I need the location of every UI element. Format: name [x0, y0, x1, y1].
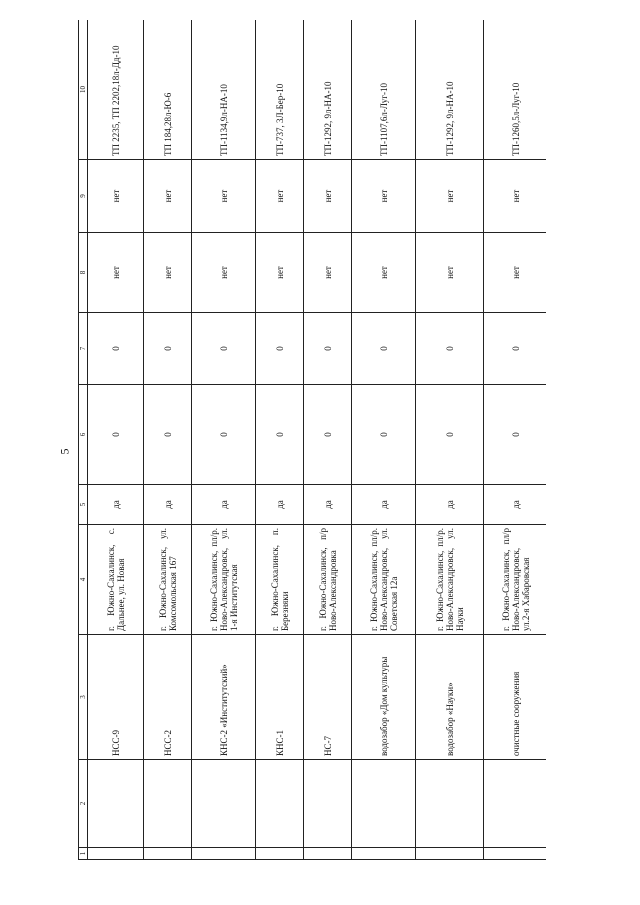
table-cell-c10: ТП-1134,9л-НА-10: [192, 20, 256, 160]
table-cell-c3: водозабор «Дом культуры: [352, 635, 416, 760]
header-cell: 3: [79, 635, 88, 760]
table-cell-c4: г. Южно-Сахалинск, ул. Комсомольская 167: [144, 525, 192, 635]
table-cell-c9: нет: [304, 160, 352, 233]
header-cell: 8: [79, 233, 88, 313]
table-cell-c3: КНС-2 «Институтский»: [192, 635, 256, 760]
table-cell-c6: 0: [352, 385, 416, 485]
table-cell-c6: 0: [416, 385, 484, 485]
table-cell-c1: [256, 848, 304, 860]
table-cell-c6: 0: [192, 385, 256, 485]
table-cell-c8: нет: [144, 233, 192, 313]
table-cell-c4: г. Южно-Сахалинск, с. Дальнее, ул. Новая: [88, 525, 144, 635]
table-cell-c10: ТП-1107,6л-Луг-10: [352, 20, 416, 160]
table-cell-c2: [88, 760, 144, 848]
table-cell-c1: [144, 848, 192, 860]
table-cell-c4: г. Южно-Сахалинск, пл/р. Ново-Александровск, ул. 1-я Институтская: [192, 525, 256, 635]
table-cell-c3: очистные сооружения: [484, 635, 547, 760]
table-cell-c7: 0: [416, 313, 484, 385]
facilities-table: [78, 20, 546, 860]
table-cell-c3: НСС-2: [144, 635, 192, 760]
table-row: [304, 20, 352, 860]
table-cell-c10: ТП-1292, 9л-НА-10: [304, 20, 352, 160]
header-cell: 2: [79, 760, 88, 848]
table-cell-c2: [192, 760, 256, 848]
table-cell-c8: нет: [256, 233, 304, 313]
table-cell-c3: НС-7: [304, 635, 352, 760]
table-cell-c6: 0: [144, 385, 192, 485]
table-cell-c9: нет: [88, 160, 144, 233]
header-row: [79, 20, 88, 860]
table-cell-c7: 0: [144, 313, 192, 385]
table-cell-c6: 0: [484, 385, 547, 485]
table-cell-c5: да: [304, 485, 352, 525]
table-cell-c2: [144, 760, 192, 848]
table-cell-c8: нет: [88, 233, 144, 313]
table-cell-c8: нет: [484, 233, 547, 313]
table-cell-c9: нет: [484, 160, 547, 233]
table-body: [79, 20, 547, 860]
table-cell-c5: да: [416, 485, 484, 525]
table-cell-c5: да: [484, 485, 547, 525]
table-cell-c5: да: [88, 485, 144, 525]
table-cell-c4: г. Южно-Сахалинск, п. Березняки: [256, 525, 304, 635]
table-cell-c1: [304, 848, 352, 860]
table-cell-c2: [416, 760, 484, 848]
table-cell-c9: нет: [416, 160, 484, 233]
table-cell-c9: нет: [352, 160, 416, 233]
table-cell-c7: 0: [192, 313, 256, 385]
table-cell-c4: г. Южно-Сахалинск, пл/р Ново-Александровск, ул.2-я Хабаровская: [484, 525, 547, 635]
table-cell-c3: КНС-1: [256, 635, 304, 760]
rotated-table-container: [78, 20, 546, 860]
header-cell: 4: [79, 525, 88, 635]
table-cell-c7: 0: [304, 313, 352, 385]
header-cell: 5: [79, 485, 88, 525]
table-cell-c4: г. Южно-Сахалинск, п/р Ново-Александровка: [304, 525, 352, 635]
table-cell-c5: да: [352, 485, 416, 525]
table-row: [352, 20, 416, 860]
table-cell-c7: 0: [484, 313, 547, 385]
table-row: [88, 20, 144, 860]
table-cell-c2: [352, 760, 416, 848]
table-row: [256, 20, 304, 860]
table-cell-c9: нет: [144, 160, 192, 233]
header-cell: 7: [79, 313, 88, 385]
table-cell-c2: [304, 760, 352, 848]
header-cell: 9: [79, 160, 88, 233]
table-cell-c5: да: [144, 485, 192, 525]
header-cell: 1: [79, 848, 88, 860]
table-row: [192, 20, 256, 860]
table-frame: [78, 20, 546, 860]
table-cell-c10: ТП 2235, ТП 2202,18л-Дд-10: [88, 20, 144, 160]
page-number: 5: [57, 448, 72, 455]
table-cell-c7: 0: [256, 313, 304, 385]
table-cell-c3: НСС-9: [88, 635, 144, 760]
table-cell-c9: нет: [192, 160, 256, 233]
table-cell-c10: ТП-1260,5л-Луг-10: [484, 20, 547, 160]
table-cell-c1: [352, 848, 416, 860]
table-cell-c8: нет: [416, 233, 484, 313]
table-cell-c8: нет: [352, 233, 416, 313]
table-cell-c1: [484, 848, 547, 860]
table-cell-c6: 0: [88, 385, 144, 485]
table-cell-c10: ТП 184,28л-Ю-6: [144, 20, 192, 160]
table-cell-c1: [88, 848, 144, 860]
table-cell-c4: г. Южно-Сахалинск, пл/р. Ново-Александровск, ул. Науки: [416, 525, 484, 635]
table-cell-c2: [256, 760, 304, 848]
table-cell-c9: нет: [256, 160, 304, 233]
table-row: [144, 20, 192, 860]
table-cell-c6: 0: [256, 385, 304, 485]
table-cell-c4: г. Южно-Сахалинск, пл/р. Ново-Александровск, ул. Советская 12а: [352, 525, 416, 635]
table-cell-c7: 0: [88, 313, 144, 385]
table-row: [484, 20, 547, 860]
header-cell: 6: [79, 385, 88, 485]
table-cell-c6: 0: [304, 385, 352, 485]
table-cell-c2: [484, 760, 547, 848]
table-cell-c5: да: [256, 485, 304, 525]
table-cell-c5: да: [192, 485, 256, 525]
header-cell: 10: [79, 20, 88, 160]
table-row: [416, 20, 484, 860]
table-cell-c1: [192, 848, 256, 860]
table-cell-c10: ТП-737, 3Л-Бер-10: [256, 20, 304, 160]
table-cell-c7: 0: [352, 313, 416, 385]
table-cell-c8: нет: [304, 233, 352, 313]
table-cell-c3: водозабор «Науки»: [416, 635, 484, 760]
table-cell-c10: ТП-1292, 9л-НА-10: [416, 20, 484, 160]
table-cell-c8: нет: [192, 233, 256, 313]
table-cell-c1: [416, 848, 484, 860]
